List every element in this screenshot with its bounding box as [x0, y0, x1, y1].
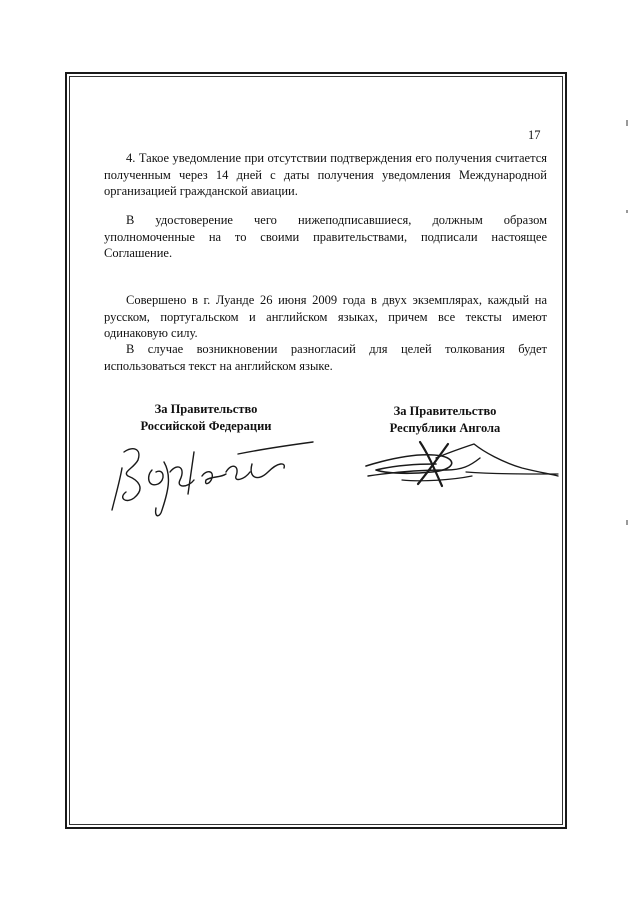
signature-angola	[362, 436, 562, 491]
scan-edge-mark	[626, 210, 628, 213]
page-number: 17	[528, 128, 541, 142]
signatory-angola	[360, 403, 530, 437]
signatory-angola-line1: За Правительство	[393, 404, 497, 418]
scan-edge-mark	[626, 120, 628, 126]
signatory-russia-line2: Российской Федерации	[140, 419, 272, 433]
signatory-russia-line1: За Правительство	[154, 402, 258, 416]
paragraph-done-at: Совершено в г. Луанде 26 июня 2009 года в двух экземплярах, каждый на русском, португальском и английском языках, причем все тексты имеют одинаковую силу.	[104, 293, 547, 340]
paragraph-notification: 4. Такое уведомление при отсутствии подтверждения его получения считается полученным через 14 дней с даты получения уведомления Международной организацией гражданской авиации.	[104, 151, 547, 198]
scan-edge-mark	[626, 520, 628, 525]
signatory-angola-line2: Республики Ангола	[389, 421, 501, 435]
paragraph-witness: В удостоверение чего нижеподписавшиеся, должным образом уполномоченные на то своими правительствами, подписали настоящее Соглашение.	[104, 213, 547, 260]
signatory-russia	[116, 401, 296, 435]
paragraph-divergence: В случае возникновении разногласий для целей толкования будет использоваться текст на английском языке.	[104, 342, 547, 373]
signature-russia	[108, 432, 318, 522]
